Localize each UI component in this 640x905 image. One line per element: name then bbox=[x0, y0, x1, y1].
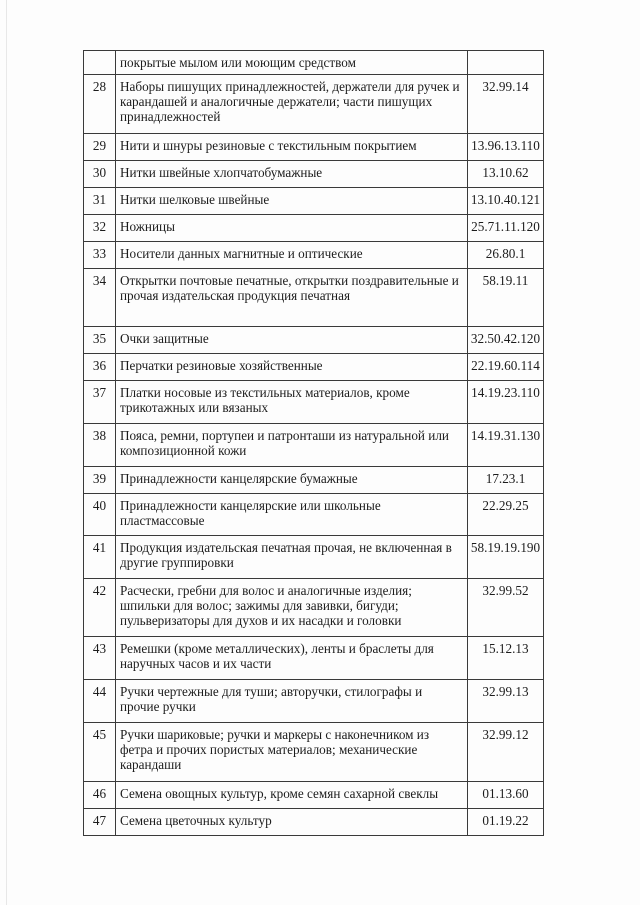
product-code: 26.80.1 bbox=[468, 242, 544, 269]
product-name: покрытые мылом или моющим средством bbox=[116, 51, 468, 75]
product-code: 58.19.19.190 bbox=[468, 536, 544, 579]
table-row bbox=[84, 494, 544, 536]
table-row bbox=[84, 269, 544, 327]
table-row bbox=[84, 680, 544, 723]
table-row bbox=[84, 134, 544, 161]
product-name: Ручки чертежные для туши; авторучки, стилографы и прочие ручки bbox=[116, 680, 468, 723]
table-row bbox=[84, 188, 544, 215]
page-edge-shadow bbox=[6, 0, 7, 905]
table-row bbox=[84, 161, 544, 188]
row-number: 30 bbox=[84, 161, 116, 188]
product-code: 32.99.13 bbox=[468, 680, 544, 723]
row-number: 31 bbox=[84, 188, 116, 215]
product-code: 22.29.25 bbox=[468, 494, 544, 536]
row-number: 37 bbox=[84, 381, 116, 424]
product-code: 14.19.23.110 bbox=[468, 381, 544, 424]
product-name: Очки защитные bbox=[116, 327, 468, 354]
table-row bbox=[84, 782, 544, 809]
product-name: Ножницы bbox=[116, 215, 468, 242]
product-name: Пояса, ремни, портупеи и патронташи из натуральной или композиционной кожи bbox=[116, 424, 468, 467]
product-name: Семена цветочных культур bbox=[116, 809, 468, 836]
product-code: 32.50.42.120 bbox=[468, 327, 544, 354]
table-row bbox=[84, 327, 544, 354]
table-row bbox=[84, 354, 544, 381]
row-number: 35 bbox=[84, 327, 116, 354]
product-code: 15.12.13 bbox=[468, 637, 544, 680]
table-row bbox=[84, 723, 544, 782]
product-name: Принадлежности канцелярские бумажные bbox=[116, 467, 468, 494]
product-code: 01.13.60 bbox=[468, 782, 544, 809]
product-name: Расчески, гребни для волос и аналогичные изделия; шпильки для волос; зажимы для завивки, бигуди; пульверизаторы для духов и их насадки и головки bbox=[116, 579, 468, 637]
product-name: Ручки шариковые; ручки и маркеры с наконечником из фетра и прочих пористых материалов; механические карандаши bbox=[116, 723, 468, 782]
row-number: 36 bbox=[84, 354, 116, 381]
table-row bbox=[84, 215, 544, 242]
product-name: Ремешки (кроме металлических), ленты и браслеты для наручных часов и их части bbox=[116, 637, 468, 680]
product-code bbox=[468, 51, 544, 75]
product-code: 32.99.52 bbox=[468, 579, 544, 637]
row-number: 44 bbox=[84, 680, 116, 723]
row-number: 43 bbox=[84, 637, 116, 680]
product-code: 01.19.22 bbox=[468, 809, 544, 836]
row-number: 41 bbox=[84, 536, 116, 579]
table-row bbox=[84, 424, 544, 467]
row-number: 38 bbox=[84, 424, 116, 467]
row-number: 32 bbox=[84, 215, 116, 242]
product-code: 22.19.60.114 bbox=[468, 354, 544, 381]
product-name: Перчатки резиновые хозяйственные bbox=[116, 354, 468, 381]
product-code: 13.96.13.110 bbox=[468, 134, 544, 161]
product-name: Нитки шелковые швейные bbox=[116, 188, 468, 215]
table-row bbox=[84, 467, 544, 494]
product-name: Принадлежности канцелярские или школьные пластмассовые bbox=[116, 494, 468, 536]
row-number: 33 bbox=[84, 242, 116, 269]
product-code: 32.99.12 bbox=[468, 723, 544, 782]
table-row bbox=[84, 51, 544, 75]
product-name: Нитки швейные хлопчатобумажные bbox=[116, 161, 468, 188]
row-number: 28 bbox=[84, 75, 116, 134]
row-number bbox=[84, 51, 116, 75]
product-code: 17.23.1 bbox=[468, 467, 544, 494]
table-row bbox=[84, 579, 544, 637]
product-code: 14.19.31.130 bbox=[468, 424, 544, 467]
row-number: 42 bbox=[84, 579, 116, 637]
product-code: 58.19.11 bbox=[468, 269, 544, 327]
product-code-table bbox=[83, 50, 544, 836]
row-number: 47 bbox=[84, 809, 116, 836]
product-name: Открытки почтовые печатные, открытки поздравительные и прочая издательская продукция печатная bbox=[116, 269, 468, 327]
table-row bbox=[84, 637, 544, 680]
table-row bbox=[84, 381, 544, 424]
row-number: 29 bbox=[84, 134, 116, 161]
row-number: 39 bbox=[84, 467, 116, 494]
product-code: 13.10.62 bbox=[468, 161, 544, 188]
product-code: 32.99.14 bbox=[468, 75, 544, 134]
product-name: Наборы пишущих принадлежностей, держатели для ручек и карандашей и аналогичные держатели; части пишущих принадлежностей bbox=[116, 75, 468, 134]
row-number: 45 bbox=[84, 723, 116, 782]
table-row bbox=[84, 536, 544, 579]
row-number: 40 bbox=[84, 494, 116, 536]
product-code: 25.71.11.120 bbox=[468, 215, 544, 242]
table-row bbox=[84, 809, 544, 836]
product-code: 13.10.40.121 bbox=[468, 188, 544, 215]
row-number: 34 bbox=[84, 269, 116, 327]
table-row bbox=[84, 75, 544, 134]
product-name: Семена овощных культур, кроме семян сахарной свеклы bbox=[116, 782, 468, 809]
product-name: Носители данных магнитные и оптические bbox=[116, 242, 468, 269]
product-name: Продукция издательская печатная прочая, не включенная в другие группировки bbox=[116, 536, 468, 579]
table-row bbox=[84, 242, 544, 269]
product-name: Нити и шнуры резиновые с текстильным покрытием bbox=[116, 134, 468, 161]
row-number: 46 bbox=[84, 782, 116, 809]
product-name: Платки носовые из текстильных материалов, кроме трикотажных или вязаных bbox=[116, 381, 468, 424]
